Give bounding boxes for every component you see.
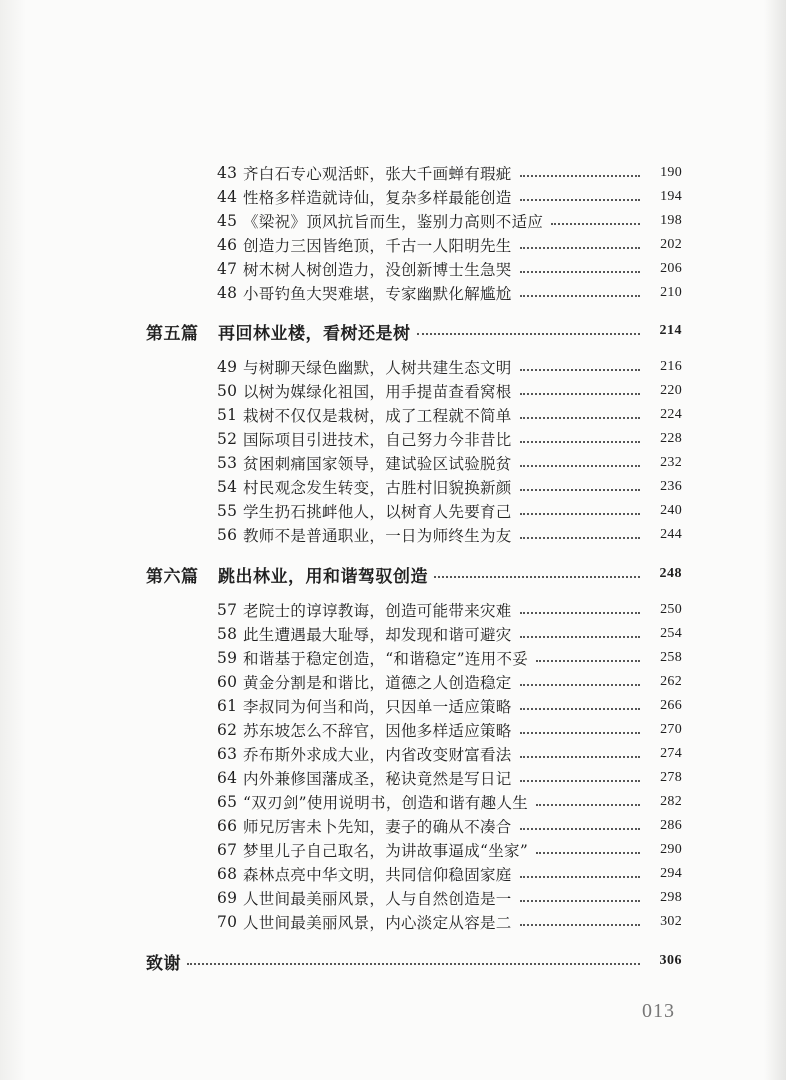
entry-number: 63 xyxy=(217,745,238,763)
entry-number: 59 xyxy=(217,649,238,667)
dot-leader xyxy=(520,295,640,297)
entry-page: 194 xyxy=(660,189,682,204)
dot-leader xyxy=(520,708,640,710)
entry-page: 254 xyxy=(660,626,682,641)
part-name: 第五篇 xyxy=(146,323,199,344)
toc-entry xyxy=(217,790,682,814)
entry-number: 69 xyxy=(217,889,238,907)
dot-leader xyxy=(520,756,640,758)
entry-title: 以树为媒绿化祖国，用手提苗查看窝根 xyxy=(243,383,512,401)
entry-title: 李叔同为何当和尚，只因单一适应策略 xyxy=(243,698,512,716)
entry-title: “双刃剑”使用说明书，创造和谐有趣人生 xyxy=(243,794,529,812)
entry-title: 黄金分割是和谐比，道德之人创造稳定 xyxy=(243,674,512,692)
entry-page: 202 xyxy=(660,237,682,252)
entry-number: 56 xyxy=(217,526,238,544)
entry-number: 70 xyxy=(217,913,238,931)
dot-leader xyxy=(520,537,640,539)
entry-title: 人世间最美丽风景，人与自然创造是一 xyxy=(243,890,512,908)
entry-title: 村民观念发生转变，古胜村旧貌换新颜 xyxy=(243,479,512,497)
entry-number: 50 xyxy=(217,382,238,400)
toc-part-heading xyxy=(146,317,682,345)
entry-page: 236 xyxy=(660,479,682,494)
dot-leader xyxy=(520,828,640,830)
entry-title: 此生遭遇最大耻辱，却发现和谐可避灾 xyxy=(243,626,512,644)
dot-leader xyxy=(417,333,641,335)
toc-entry xyxy=(217,233,682,257)
dot-leader xyxy=(520,417,640,419)
dot-leader xyxy=(520,247,640,249)
dot-leader xyxy=(520,271,640,273)
entry-page: 190 xyxy=(660,165,682,180)
toc-entry xyxy=(217,646,682,670)
toc-entry xyxy=(217,622,682,646)
entry-number: 60 xyxy=(217,673,238,691)
toc-entry xyxy=(217,523,682,547)
entry-page: 282 xyxy=(660,794,682,809)
entry-number: 58 xyxy=(217,625,238,643)
part-name: 致谢 xyxy=(146,953,181,974)
dot-leader xyxy=(520,441,640,443)
entry-page: 228 xyxy=(660,431,682,446)
entry-page: 262 xyxy=(660,674,682,689)
entry-page: 302 xyxy=(660,914,682,929)
dot-leader xyxy=(520,175,640,177)
toc-entry xyxy=(217,379,682,403)
entry-page: 244 xyxy=(660,527,682,542)
entry-number: 46 xyxy=(217,236,238,254)
dot-leader xyxy=(520,489,640,491)
dot-leader xyxy=(520,369,640,371)
toc-entry xyxy=(217,670,682,694)
entry-number: 61 xyxy=(217,697,238,715)
entry-number: 55 xyxy=(217,502,238,520)
toc-part-heading xyxy=(146,947,682,975)
dot-leader xyxy=(520,732,640,734)
toc-entry xyxy=(217,281,682,305)
entry-page: 220 xyxy=(660,383,682,398)
entry-page: 274 xyxy=(660,746,682,761)
part-page: 214 xyxy=(659,323,682,338)
entry-page: 278 xyxy=(660,770,682,785)
entry-page: 258 xyxy=(660,650,682,665)
entry-page: 206 xyxy=(660,261,682,276)
dot-leader xyxy=(520,612,640,614)
dot-leader xyxy=(520,900,640,902)
entry-title: 苏东坡怎么不辞官，因他多样适应策略 xyxy=(243,722,512,740)
entry-page: 224 xyxy=(660,407,682,422)
entry-title: 和谐基于稳定创造，“和谐稳定”连用不妥 xyxy=(243,650,529,668)
toc-entry xyxy=(217,886,682,910)
entry-title: 齐白石专心观活虾，张大千画蝉有瑕疵 xyxy=(243,165,512,183)
entry-title: 人世间最美丽风景，内心淡定从容是二 xyxy=(243,914,512,932)
dot-leader xyxy=(551,223,640,225)
entry-page: 216 xyxy=(660,359,682,374)
dot-leader xyxy=(536,852,640,854)
toc-entry xyxy=(217,499,682,523)
part-name: 第六篇 xyxy=(146,566,199,587)
toc-entry xyxy=(217,838,682,862)
entry-title: 森林点亮中华文明，共同信仰稳固家庭 xyxy=(243,866,512,884)
page-gutter-shadow xyxy=(0,0,26,1080)
toc-part-heading xyxy=(146,560,682,588)
entry-number: 47 xyxy=(217,260,238,278)
entry-number: 43 xyxy=(217,164,238,182)
entry-title: 《梁祝》顶风抗旨而生，鉴别力高则不适应 xyxy=(243,213,544,231)
entry-number: 53 xyxy=(217,454,238,472)
entry-title: 性格多样造就诗仙，复杂多样最能创造 xyxy=(243,189,512,207)
entry-title: 师兄厉害未卜先知，妻子的确从不凑合 xyxy=(243,818,512,836)
entry-number: 62 xyxy=(217,721,238,739)
entry-page: 210 xyxy=(660,285,682,300)
entry-number: 57 xyxy=(217,601,238,619)
entry-number: 51 xyxy=(217,406,238,424)
entry-title: 国际项目引进技术，自己努力今非昔比 xyxy=(243,431,512,449)
dot-leader xyxy=(520,780,640,782)
entry-page: 198 xyxy=(660,213,682,228)
toc-entry xyxy=(217,718,682,742)
entry-number: 65 xyxy=(217,793,238,811)
entry-number: 45 xyxy=(217,212,238,230)
toc-entry xyxy=(217,814,682,838)
entry-number: 67 xyxy=(217,841,238,859)
entry-page: 240 xyxy=(660,503,682,518)
entry-title: 小哥钓鱼大哭难堪，专家幽默化解尴尬 xyxy=(243,285,512,303)
toc-entry xyxy=(217,161,682,185)
toc-entry xyxy=(217,427,682,451)
entry-page: 250 xyxy=(660,602,682,617)
entry-title: 贫困刺痛国家领导，建试验区试验脱贫 xyxy=(243,455,512,473)
entry-number: 68 xyxy=(217,865,238,883)
dot-leader xyxy=(520,924,640,926)
dot-leader xyxy=(520,393,640,395)
part-title: 跳出林业，用和谐驾驭创造 xyxy=(218,566,428,587)
entry-page: 286 xyxy=(660,818,682,833)
toc-entry xyxy=(217,451,682,475)
dot-leader xyxy=(187,963,640,965)
entry-page: 298 xyxy=(660,890,682,905)
toc-entry xyxy=(217,475,682,499)
toc-entry xyxy=(217,209,682,233)
entry-title: 乔布斯外求成大业，内省改变财富看法 xyxy=(243,746,512,764)
dot-leader xyxy=(434,576,640,578)
entry-title: 学生扔石挑衅他人，以树育人先要育己 xyxy=(243,503,512,521)
entry-page: 270 xyxy=(660,722,682,737)
entry-title: 树木树人树创造力，没创新博士生急哭 xyxy=(243,261,512,279)
entry-page: 294 xyxy=(660,866,682,881)
page-edge-shadow xyxy=(764,0,786,1080)
entry-number: 64 xyxy=(217,769,238,787)
entry-title: 梦里儿子自己取名，为讲故事逼成“坐家” xyxy=(243,842,529,860)
toc-entry xyxy=(217,862,682,886)
dot-leader xyxy=(536,660,640,662)
toc-entry xyxy=(217,694,682,718)
entry-number: 54 xyxy=(217,478,238,496)
dot-leader xyxy=(520,199,640,201)
entry-page: 266 xyxy=(660,698,682,713)
entry-title: 栽树不仅仅是栽树，成了工程就不简单 xyxy=(243,407,512,425)
toc-entry xyxy=(217,355,682,379)
entry-number: 52 xyxy=(217,430,238,448)
toc-entry xyxy=(217,598,682,622)
toc-entry xyxy=(217,403,682,427)
dot-leader xyxy=(520,513,640,515)
entry-title: 创造力三因皆绝顶，千古一人阳明先生 xyxy=(243,237,512,255)
entry-number: 44 xyxy=(217,188,238,206)
toc-entry xyxy=(217,742,682,766)
dot-leader xyxy=(520,465,640,467)
dot-leader xyxy=(520,876,640,878)
entry-title: 教师不是普通职业，一日为师终生为友 xyxy=(243,527,512,545)
entry-number: 66 xyxy=(217,817,238,835)
entry-title: 老院士的谆谆教诲，创造可能带来灾难 xyxy=(243,602,512,620)
toc-entry xyxy=(217,185,682,209)
entry-title: 内外兼修国藩成圣，秘诀竟然是写日记 xyxy=(243,770,512,788)
part-title: 再回林业楼，看树还是树 xyxy=(218,323,411,344)
dot-leader xyxy=(520,636,640,638)
dot-leader xyxy=(520,684,640,686)
entry-number: 48 xyxy=(217,284,238,302)
entry-number: 49 xyxy=(217,358,238,376)
entry-page: 290 xyxy=(660,842,682,857)
part-page: 306 xyxy=(659,953,682,968)
dot-leader xyxy=(536,804,640,806)
entry-page: 232 xyxy=(660,455,682,470)
entry-title: 与树聊天绿色幽默，人树共建生态文明 xyxy=(243,359,512,377)
toc-entry xyxy=(217,257,682,281)
page-number: 013 xyxy=(642,1000,675,1022)
toc-entry xyxy=(217,766,682,790)
part-page: 248 xyxy=(659,566,682,581)
toc-entry xyxy=(217,910,682,934)
